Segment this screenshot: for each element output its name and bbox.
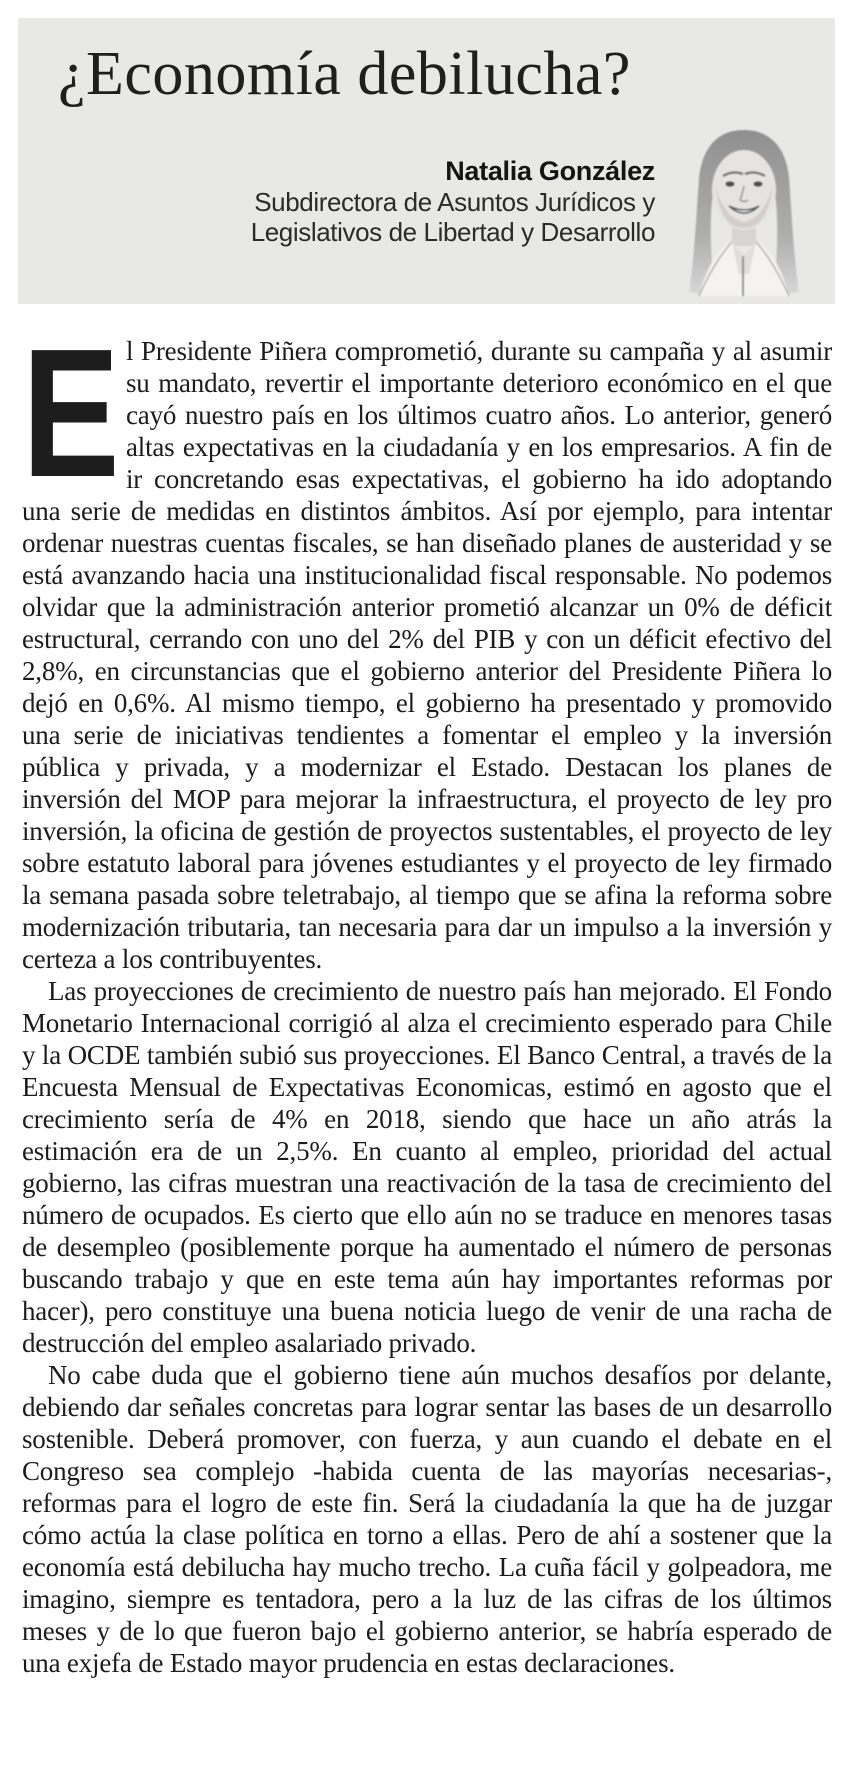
author-role-line-1: Subdirectora de Asuntos Jurídicos y [254,187,655,217]
paragraph-3-text: No cabe duda que el gobierno tiene aún muchos desafíos por delante, debiendo dar señales concretas para lograr sentar las bases de un desarrollo sostenible. Deberá promover, con fuerza, y aun cuando el debate en el Congreso sea complejo -habida cuenta de las mayorías necesarias-, reformas para el logro de este fin. Será la ciudadanía la que ha de juzgar cómo actúa la clase política en torno a ellas. Pero de ahí a sostener que la economía está debilucha hay mucho trecho. La cuña fácil y golpeadora, me imagino, siempre es tentadora, pero a la luz de las cifras de los últimos meses y de lo que fueron bajo el gobierno anterior, se habría esperado de una exjefa de Estado mayor prudencia en estas declaraciones. [22,1360,832,1678]
author-portrait-sketch [669,124,819,304]
article-header [18,18,835,304]
paragraph-2 [22,975,832,1359]
author-role-line-2: Legislativos de Libertad y Desarrollo [250,217,655,247]
byline [251,156,655,247]
paragraph-1 [22,310,832,975]
article-title: ¿Economía debilucha? [58,40,631,108]
paragraph-3 [22,1359,832,1679]
paragraph-2-text: Las proyecciones de crecimiento de nuestro país han mejorado. El Fondo Monetario Internacional corrigió al alza el crecimiento esperado para Chile y la OCDE también subió sus proyecciones. El Banco Central, a través de la Encuesta Mensual de Expectativas Economicas, estimó en agosto que el crecimiento sería de 4% en 2018, siendo que hace un año atrás la estimación era de un 2,5%. En cuanto al empleo, prioridad del actual gobierno, las cifras muestran una reactivación de la tasa de crecimiento del número de ocupados. Es cierto que ello aún no se traduce en menores tasas de desempleo (posiblemente porque ha aumentado el número de personas buscando trabajo y que en este tema aún hay importantes reformas por hacer), pero constituye una buena noticia luego de venir de una racha de destrucción del empleo asalariado privado. [22,976,832,1358]
author-name: Natalia González [445,156,655,186]
paragraph-1-text: l Presidente Piñera comprometió, durante su campaña y al asumir su mandato, revertir el importante deterioro económico en el que cayó nuestro país en los últimos cuatro años. Lo anterior, generó altas expectativas en la ciudadanía y en los empresarios. A fin de ir concretando esas expectativas, el gobierno ha ido adoptando una serie de medidas en distintos ámbitos. Así por ejemplo, para intentar ordenar nuestras cuentas fiscales, se han diseñado planes de austeridad y se está avanzando hacia una institucionalidad fiscal responsable. No podemos olvidar que la administración anterior prometió alcanzar un 0% de déficit estructural, cerrando con uno del 2% del PIB y con un déficit efectivo del 2,8%, en circunstancias que el gobierno anterior del Presidente Piñera lo dejó en 0,6%. Al mismo tiempo, el gobierno ha presentado y promovido una serie de iniciativas tendientes a fomentar el empleo y la inversión pública y privada, y a modernizar el Estado. Destacan los planes de inversión del MOP para mejorar la infraestructura, el proyecto de ley pro inversión, la oficina de gestión de proyectos sustentables, el proyecto de ley sobre estatuto laboral para jóvenes estudiantes y el proyecto de ley firmado la semana pasada sobre teletrabajo, al tiempo que se afina la reforma sobre modernización tributaria, tan necesaria para dar un impulso a la inversión y certeza a los contribuyentes. [22,336,832,974]
dropcap-letter: E [22,310,120,515]
article-body [22,310,832,1679]
author-photo [669,124,819,304]
